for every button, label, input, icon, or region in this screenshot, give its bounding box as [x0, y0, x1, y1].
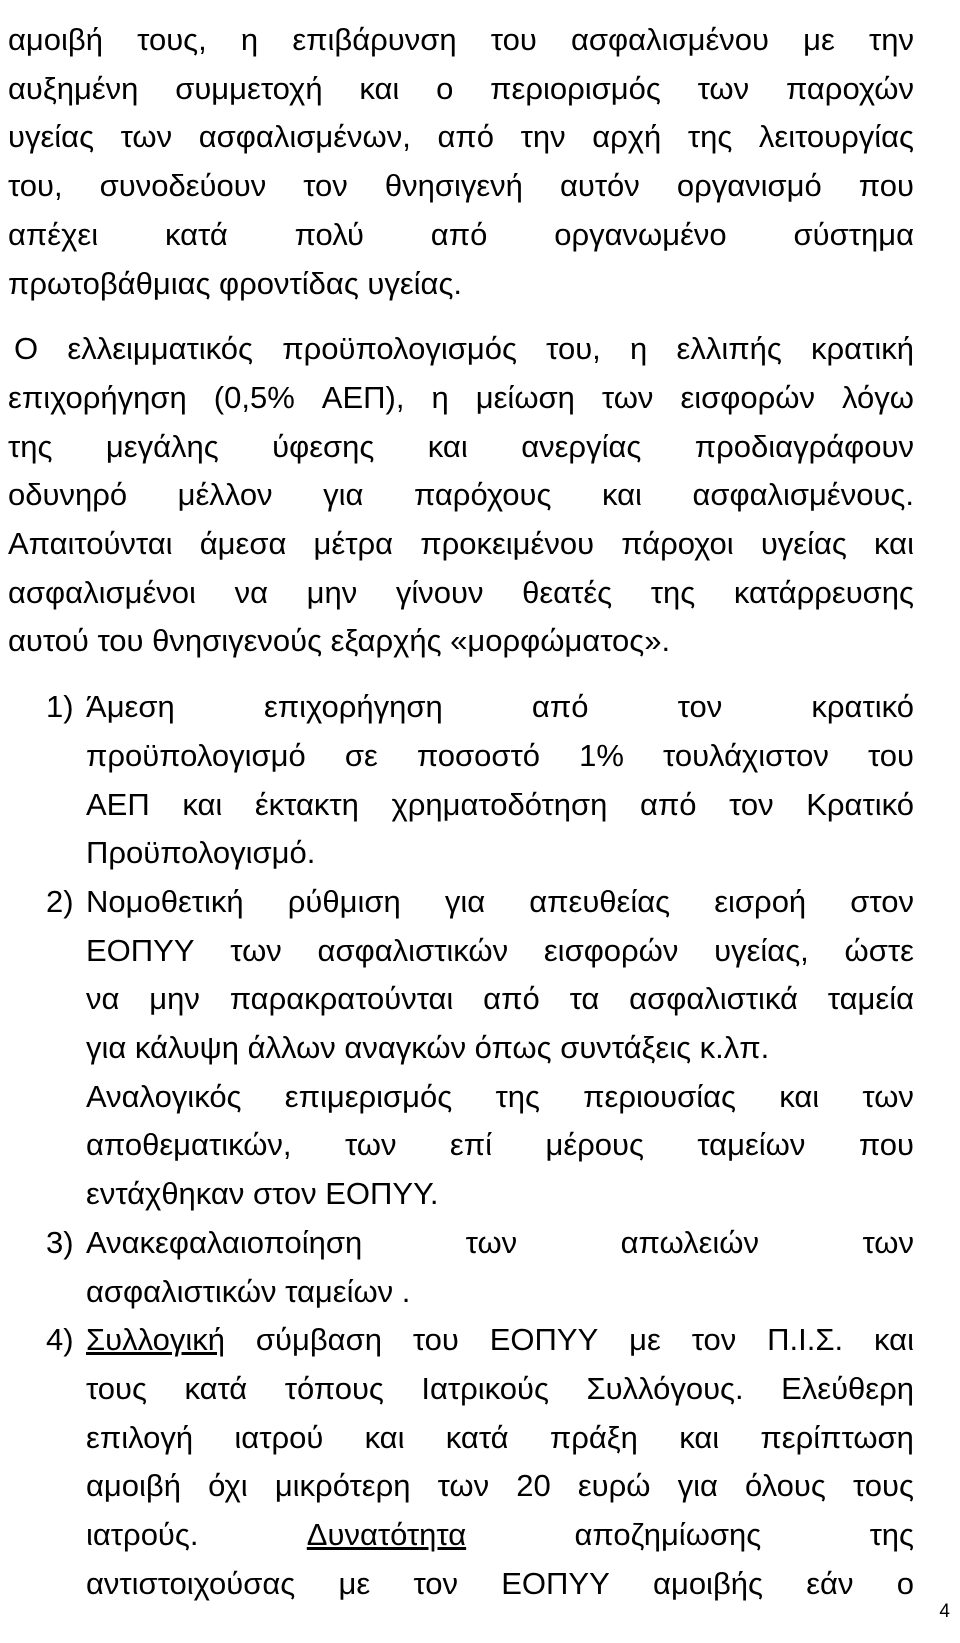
word: αποζημίωσης	[574, 1517, 762, 1553]
word: τουλάχιστον	[663, 737, 829, 773]
word: της	[869, 1517, 914, 1553]
list-item-line	[86, 1221, 914, 1265]
word: που	[858, 168, 914, 204]
word: των	[862, 1078, 914, 1114]
word: των	[465, 1224, 518, 1260]
word: θνησιγενή	[384, 168, 523, 204]
word: επιλογή	[86, 1419, 194, 1455]
word: 20	[516, 1468, 551, 1504]
word: λόγω	[842, 379, 914, 415]
word: των	[344, 1127, 397, 1163]
word: ταμεία	[827, 981, 914, 1017]
word: η	[431, 379, 449, 415]
word: Άμεση	[86, 689, 175, 725]
word: και	[427, 428, 468, 464]
word: τους,	[137, 22, 207, 57]
intro-line	[8, 18, 914, 62]
word: ΕΟΠΥΥ	[501, 1565, 610, 1601]
word: μέρους	[545, 1127, 644, 1163]
word: με	[803, 22, 835, 57]
list-item-line	[86, 1513, 914, 1557]
list-item-line	[86, 1464, 914, 1508]
word: προϋπολογισμός	[282, 331, 517, 367]
word: κατά	[164, 216, 228, 252]
word: εισροή	[714, 883, 807, 919]
word: αρχή	[592, 119, 662, 155]
word: Ελεύθερη	[781, 1370, 914, 1406]
list-item-line	[86, 1075, 914, 1119]
word: άμεσα	[199, 526, 287, 562]
word: της	[650, 574, 696, 610]
word: εισφορών	[680, 379, 815, 415]
word: η	[240, 22, 259, 57]
list-item-line	[86, 977, 914, 1021]
word: της	[495, 1078, 540, 1114]
word: από	[531, 689, 589, 725]
word: τον	[691, 1322, 737, 1358]
word: και	[364, 1419, 405, 1455]
word: (0,5%	[213, 379, 295, 415]
page-number: 4	[939, 1601, 950, 1622]
paragraph-line	[8, 522, 914, 566]
intro-line	[8, 67, 914, 111]
intro-line	[8, 115, 914, 159]
word: για	[677, 1468, 718, 1504]
word: με	[629, 1322, 661, 1358]
word: Αναλογικός	[86, 1078, 242, 1114]
word: την	[869, 22, 914, 57]
word: μείωση	[475, 379, 575, 415]
word: αμοιβή	[8, 22, 103, 57]
line-text: πρωτοβάθμιας φροντίδας υγείας.	[8, 265, 463, 301]
word: να	[86, 981, 120, 1017]
word: Κρατικό	[806, 786, 914, 822]
line-text: ασφαλιστικών ταμείων .	[86, 1273, 411, 1309]
word: από	[437, 119, 494, 155]
word: την	[520, 119, 566, 155]
word: ασφαλισμένοι	[8, 574, 196, 610]
word: 1%	[579, 737, 624, 773]
word: περιουσίας	[583, 1078, 736, 1114]
word: από	[483, 981, 540, 1017]
word: ασφαλιστικών	[317, 932, 509, 968]
list-item-line	[86, 1172, 914, 1216]
list-item-line	[86, 929, 914, 973]
word: απωλειών	[620, 1224, 760, 1260]
word: και	[359, 70, 400, 106]
word: ΕΟΠΥΥ	[489, 1322, 599, 1358]
list-item-line	[86, 1367, 914, 1411]
word: και	[679, 1419, 720, 1455]
list-item-line	[86, 1416, 914, 1460]
word: των	[120, 119, 173, 155]
word: εισφορών	[543, 932, 679, 968]
paragraph-line	[8, 425, 914, 469]
list-number: 4)	[46, 1322, 74, 1358]
word: αμοιβή	[86, 1468, 181, 1504]
paragraph-line	[8, 473, 914, 517]
word: αμοιβής	[653, 1565, 763, 1601]
word: από	[639, 786, 697, 822]
word: των	[862, 1224, 914, 1260]
word: στον	[850, 883, 914, 919]
word: των	[697, 70, 750, 106]
word: του	[867, 737, 914, 773]
word: των	[601, 379, 654, 415]
word: ΑΕΠ	[86, 786, 150, 822]
word: γίνουν	[395, 574, 484, 610]
word: απευθείας	[529, 883, 671, 919]
word: του	[412, 1322, 459, 1358]
word: τους	[852, 1468, 914, 1504]
word: παρόχους	[413, 477, 552, 513]
word: να	[234, 574, 268, 610]
word: των	[437, 1468, 490, 1504]
word: θεατές	[522, 574, 613, 610]
word: για	[323, 477, 364, 513]
word: ασφαλισμένου	[570, 22, 769, 57]
word: ρύθμιση	[287, 883, 401, 919]
word: έκτακτη	[254, 786, 359, 822]
word: απέχει	[8, 216, 99, 252]
line-text: για κάλυψη άλλων αναγκών όπως συντάξεις κ.λπ.	[86, 1030, 770, 1066]
list-item-line	[86, 1123, 914, 1167]
word: και	[601, 477, 642, 513]
word: παρακρατούνται	[229, 981, 454, 1017]
line-text: αυτού του θνησιγενούς εξαρχής «μορφώματος».	[8, 623, 671, 659]
word: κατάρρευσης	[733, 574, 914, 610]
word: Ιατρικούς	[421, 1370, 549, 1406]
word: πράξη	[549, 1419, 638, 1455]
word: κατά	[445, 1419, 509, 1455]
list-item-line	[86, 880, 914, 924]
word: μεγάλης	[105, 428, 219, 464]
word: σύμβαση	[255, 1322, 382, 1358]
word: όλους	[745, 1468, 826, 1504]
word: τον	[413, 1565, 458, 1601]
word: κρατική	[811, 331, 914, 367]
word: Συλλόγους.	[586, 1370, 744, 1406]
word: υγείας	[8, 119, 95, 155]
word: επιβάρυνση	[292, 22, 457, 57]
word: επιμερισμός	[284, 1078, 453, 1114]
word: συμμετοχή	[175, 70, 323, 106]
word: Ο	[14, 331, 39, 367]
word: από	[430, 216, 488, 252]
word: χρηματοδότηση	[391, 786, 608, 822]
list-number: 2)	[46, 883, 74, 919]
word: ανεργίας	[521, 428, 642, 464]
word: ώστε	[844, 932, 914, 968]
word: πάροχοι	[621, 526, 734, 562]
word: Δυνατότητα	[306, 1517, 467, 1553]
word: συνοδεύουν	[99, 168, 267, 204]
word: αντιστοιχούσας	[86, 1565, 296, 1601]
word: και	[874, 1322, 914, 1358]
word: ταμείων	[697, 1127, 806, 1163]
word: εάν	[806, 1565, 854, 1601]
word: σε	[344, 737, 378, 773]
word: αυξημένη	[8, 70, 139, 106]
word: Π.Ι.Σ.	[767, 1322, 844, 1358]
word: των	[230, 932, 282, 968]
word: υγείας	[760, 526, 847, 562]
word: επιχορήγηση	[8, 379, 187, 415]
intro-line	[8, 213, 914, 257]
intro-line	[8, 262, 914, 306]
word: ελλιπής	[676, 331, 782, 367]
word: επιχορήγηση	[263, 689, 443, 725]
word: μικρότερη	[274, 1468, 411, 1504]
word: ασφαλισμένους.	[692, 477, 914, 513]
word: παροχών	[785, 70, 914, 106]
word: προκειμένου	[420, 526, 595, 562]
word: της	[8, 428, 53, 464]
word: προδιαγράφουν	[694, 428, 914, 464]
word: τον	[303, 168, 348, 204]
word: επί	[449, 1127, 493, 1163]
word: Νομοθετική	[86, 883, 244, 919]
word: ευρώ	[577, 1468, 651, 1504]
word: με	[338, 1565, 371, 1601]
list-item-line	[86, 831, 914, 875]
word: κατά	[184, 1370, 248, 1406]
word: ιατρού	[234, 1419, 324, 1455]
word: ασφαλισμένων,	[198, 119, 411, 155]
list-number: 3)	[46, 1224, 74, 1260]
word: και	[182, 786, 223, 822]
word: για	[444, 883, 486, 919]
word: οδυνηρό	[8, 477, 128, 513]
list-item-line	[86, 734, 914, 778]
word: και	[779, 1078, 820, 1114]
list-number: 1)	[46, 689, 74, 725]
list-item-line	[86, 1026, 914, 1070]
word: μην	[306, 574, 358, 610]
paragraph-line	[8, 376, 914, 420]
intro-line	[8, 164, 914, 208]
word: κρατικό	[811, 689, 914, 725]
word: του,	[546, 331, 601, 367]
word: μέτρα	[313, 526, 394, 562]
word: τους	[86, 1370, 147, 1406]
word: όχι	[208, 1468, 248, 1504]
word: ασφαλιστικά	[629, 981, 798, 1017]
word: σύστημα	[793, 216, 914, 252]
word: αποθεματικών,	[86, 1127, 292, 1163]
word: τον	[677, 689, 723, 725]
word: περίπτωση	[760, 1419, 914, 1455]
word: ύφεσης	[272, 428, 375, 464]
list-item-line	[86, 1270, 914, 1314]
word: τον	[729, 786, 774, 822]
list-item-line	[86, 685, 914, 729]
line-text: εντάχθηκαν στον ΕΟΠΥΥ.	[86, 1176, 439, 1212]
paragraph-line	[14, 327, 914, 371]
word: μέλλον	[177, 477, 273, 513]
word: ΑΕΠ),	[321, 379, 405, 415]
paragraph-line	[8, 571, 914, 615]
word: ελλειμματικός	[67, 331, 253, 367]
list-item-line	[86, 1562, 914, 1606]
word: ΕΟΠΥΥ	[86, 932, 195, 968]
word: ο	[436, 70, 454, 106]
word: προϋπολογισμό	[86, 737, 306, 773]
word: οργανισμό	[676, 168, 822, 204]
word: και	[874, 526, 914, 562]
word: η	[630, 331, 648, 367]
word: του	[490, 22, 537, 57]
word: Ανακεφαλαιοποίηση	[86, 1224, 363, 1260]
word: τα	[569, 981, 600, 1017]
word: αυτόν	[559, 168, 640, 204]
list-item-line	[86, 783, 914, 827]
word: Απαιτούνται	[8, 526, 173, 562]
word: της	[687, 119, 733, 155]
word: μην	[149, 981, 200, 1017]
word: λειτουργίας	[758, 119, 914, 155]
word: ποσοστό	[416, 737, 541, 773]
word: πολύ	[294, 216, 364, 252]
paragraph-line	[8, 619, 914, 663]
word: που	[858, 1127, 914, 1163]
list-item-line	[86, 1318, 914, 1362]
line-text: Προϋπολογισμό.	[86, 835, 316, 871]
word: περιορισμός	[490, 70, 661, 106]
word: οργανωμένο	[554, 216, 727, 252]
word: υγείας,	[714, 932, 809, 968]
word: του,	[8, 168, 63, 204]
word: Συλλογική	[86, 1322, 226, 1358]
word: τόπους	[284, 1370, 384, 1406]
word: ο	[896, 1565, 914, 1601]
word: ιατρούς.	[86, 1517, 199, 1553]
